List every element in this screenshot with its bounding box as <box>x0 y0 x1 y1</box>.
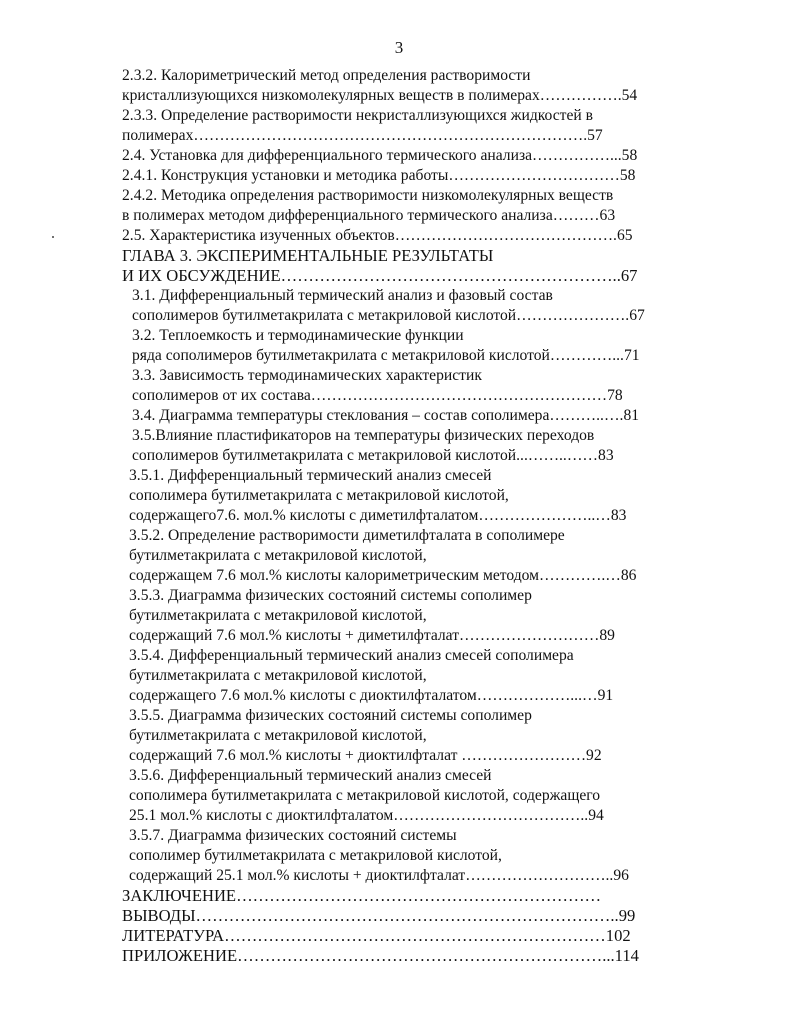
toc-line: полимерах………………………………………………………………….57 <box>122 127 603 144</box>
toc-line: содержащий 25.1 мол.% кислоты + диоктилфталат………………………..96 <box>129 867 629 884</box>
toc-line: 2.3.3. Определение растворимости некристаллизующихся жидкостей в <box>122 107 593 124</box>
toc-line: 25.1 мол.% кислоты с диоктилфталатом………………………………..94 <box>129 807 604 824</box>
toc-line: сополимеров бутилметакрилата с метакриловой кислотой………………….67 <box>132 307 645 324</box>
toc-line: 3.4. Диаграмма температуры стеклования – состав сополимера………..….81 <box>132 407 640 424</box>
toc-line: 3.5.5. Диаграмма физических состояний системы сополимер <box>129 707 532 724</box>
toc-line: 2.3.2. Калориметрический метод определения растворимости <box>122 67 531 84</box>
toc-line: содержащий 7.6 мол.% кислоты + диметилфталат………………………89 <box>129 627 615 644</box>
toc-line: сополимеров бутилметакрилата с метакриловой кислотой...……..……83 <box>132 447 614 464</box>
toc-line: содержащего7.6. мол.% кислоты с диметилфталатом…………………..…83 <box>129 507 627 524</box>
toc-conclusion: ЗАКЛЮЧЕНИЕ………………………………………………………… <box>122 886 602 905</box>
toc-line: бутилметакрилата с метакриловой кислотой, <box>129 607 427 624</box>
toc-line: содержащий 7.6 мол.% кислоты + диоктилфталат ……………………92 <box>129 747 602 764</box>
toc-line: 3.5.2. Определение растворимости диметилфталата в сополимере <box>129 527 565 544</box>
toc-line: 3.5.1. Дифференциальный термический анализ смесей <box>129 467 492 484</box>
toc-line: 2.4.1. Конструкция установки и методика работы……………………………58 <box>122 167 636 184</box>
toc-line: бутилметакрилата с метакриловой кислотой, <box>129 727 427 744</box>
toc-line: 2.4. Установка для дифференциального термического анализа……………...58 <box>122 147 638 164</box>
toc-line: 3.5.3. Диаграмма физических состояний системы сополимер <box>129 587 532 604</box>
table-of-contents <box>122 66 728 966</box>
toc-line: в полимерах методом дифференциального термического анализа………63 <box>122 207 616 224</box>
toc-line: содержащего 7.6 мол.% кислоты с диоктилфталатом………………...…91 <box>129 687 614 704</box>
toc-line: ряда сополимеров бутилметакрилата с метакриловой кислотой…………...71 <box>132 347 640 364</box>
toc-line: сополимеров от их состава…………………………………………………78 <box>132 387 623 404</box>
toc-line: 3.5.6. Дифференциальный термический анализ смесей <box>129 767 492 784</box>
toc-line: содержащем 7.6 мол.% кислоты калориметрическим методом………….…86 <box>129 567 637 584</box>
toc-line: 3.5.Влияние пластификаторов на температуры физических переходов <box>132 427 595 444</box>
toc-line: 3.3. Зависимость термодинамических характеристик <box>132 367 482 384</box>
toc-line: 2.4.2. Методика определения растворимости низкомолекулярных веществ <box>122 187 614 204</box>
toc-line: кристаллизующихся низкомолекулярных веществ в полимерах…………….54 <box>122 87 638 104</box>
toc-line: сополимера бутилметакрилата с метакриловой кислотой, <box>129 487 509 504</box>
toc-references: ЛИТЕРАТУРА……………………………………………………………102 <box>122 926 631 945</box>
scan-speck <box>52 236 54 238</box>
toc-chapter-heading: ГЛАВА 3. ЭКСПЕРИМЕНТАЛЬНЫЕ РЕЗУЛЬТАТЫ <box>122 246 494 265</box>
toc-line: сополимера бутилметакрилата с метакриловой кислотой, содержащего <box>129 787 601 804</box>
toc-line: бутилметакрилата с метакриловой кислотой, <box>129 547 427 564</box>
page-number: 3 <box>394 38 404 57</box>
toc-line: сополимер бутилметакрилата с метакриловой кислотой, <box>129 847 502 864</box>
toc-line: 2.5. Характеристика изученных объектов…………………………………….65 <box>122 227 633 244</box>
toc-line: 3.2. Теплоемкость и термодинамические функции <box>132 327 464 344</box>
toc-appendix: ПРИЛОЖЕНИЕ…………………………………………………………...114 <box>122 946 639 965</box>
toc-line: 3.5.7. Диаграмма физических состояний системы <box>129 827 457 844</box>
toc-line: 3.1. Дифференциальный термический анализ и фазовый состав <box>132 287 553 304</box>
toc-line: 3.5.4. Дифференциальный термический анализ смесей сополимера <box>129 647 574 664</box>
toc-findings: ВЫВОДЫ…………………………………………………………………..99 <box>122 906 636 925</box>
toc-line: бутилметакрилата с метакриловой кислотой, <box>129 667 427 684</box>
toc-chapter-heading: И ИХ ОБСУЖДЕНИЕ……………………………………………………..67 <box>122 266 638 285</box>
